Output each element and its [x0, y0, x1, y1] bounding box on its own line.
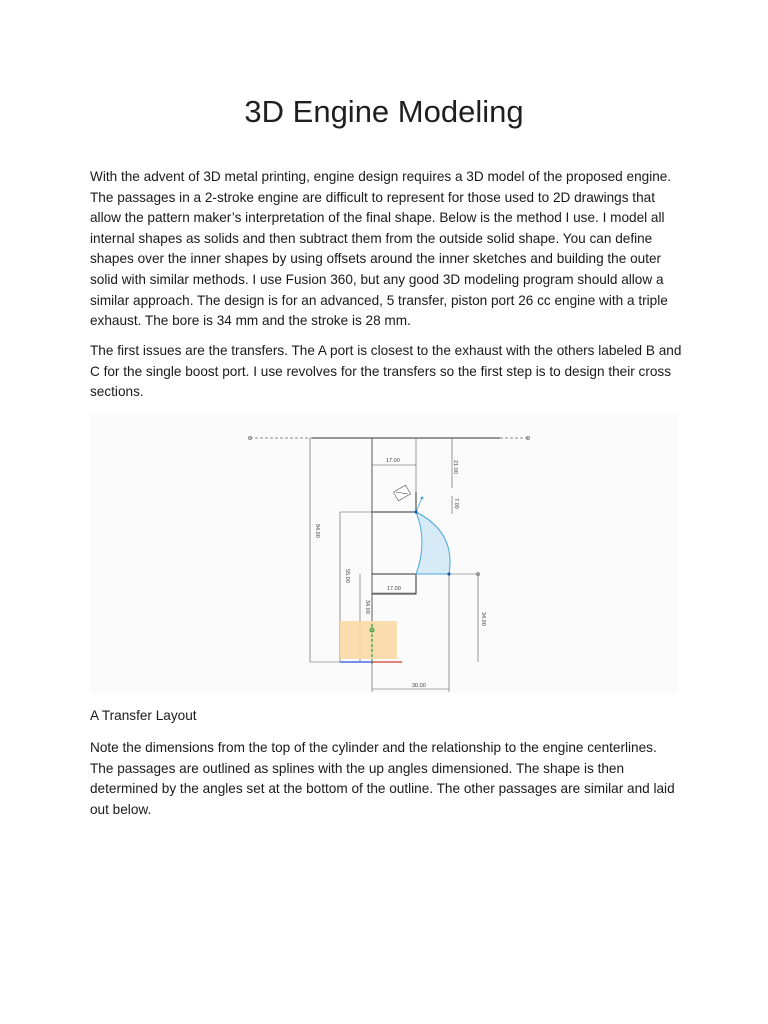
- dim-inner-height: 34.00: [364, 600, 370, 614]
- intro-paragraph: With the advent of 3D metal printing, engine design requires a 3D model of the proposed engine. The passages in a 2-stroke engine are difficult to represent for those used to 2D drawings that allow the pattern maker’s interpretation of the final shape. Below is the method I use. I model all internal shapes as solids and then subtract them from the outside solid shape. You can define shapes over the inner shapes by using offsets around the inner sketches and building the outer solid with similar methods. I use Fusion 360, but any good 3D modeling program should allow a similar approach. The design is for an advanced, 5 transfer, piston port 26 cc engine with a triple exhaust. The bore is 34 mm and the stroke is 28 mm.: [90, 169, 672, 329]
- page-title: 3D Engine Modeling: [244, 94, 524, 129]
- dim-top-width: 17.00: [386, 458, 400, 464]
- figure-caption: A Transfer Layout: [90, 708, 197, 723]
- passage-up-angle: [416, 498, 422, 512]
- transfers-paragraph: The first issues are the transfers. The A port is closest to the exhaust with the others labeled B and C for the single boost port. I use revolves for the transfers so the first step is to design their cross sections.: [90, 343, 682, 400]
- spline-point: [421, 497, 424, 500]
- dim-overall-height: 84.00: [314, 524, 320, 538]
- notes-paragraph: Note the dimensions from the top of the cylinder and the relationship to the engine centerlines. The passages are outlined as splines with the up angles dimensioned. The shape is then determined by the angles set at the bottom of the outline. The other passages are similar and laid out below.: [90, 740, 675, 817]
- dim-mid-width: 17.00: [387, 586, 401, 592]
- dim-right-height: 34.00: [480, 612, 486, 626]
- piston-block: [340, 621, 397, 659]
- cad-sketch: [90, 412, 678, 694]
- angle-constraint-icon: [393, 485, 410, 501]
- port-outline-top: [372, 492, 416, 512]
- dim-top-height: 21.00: [452, 460, 458, 474]
- dim-bottom-width: 30.00: [412, 683, 426, 689]
- dim-angle-small: 7.00: [453, 498, 459, 509]
- transfer-passage: [416, 512, 450, 574]
- transfer-layout-drawing: [90, 412, 678, 694]
- dim-mid-height: 55.00: [344, 569, 350, 583]
- spline-point: [414, 510, 417, 513]
